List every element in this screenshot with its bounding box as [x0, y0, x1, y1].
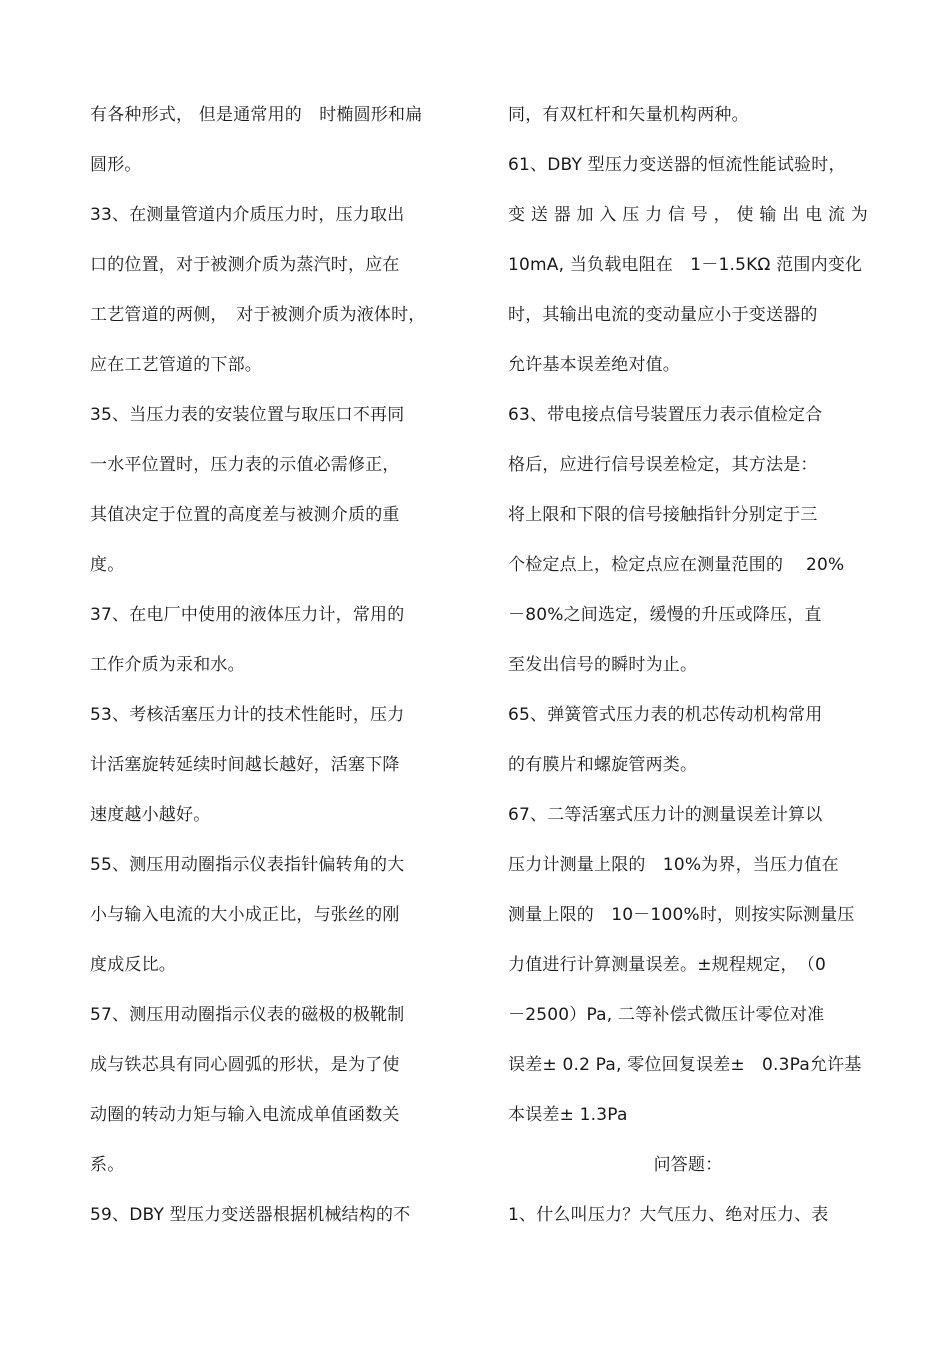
text-line: 口的位置，对于被测介质为蒸汽时，应在 — [90, 255, 400, 275]
text-line: 35、当压力表的安装位置与取压口不再同 — [90, 405, 405, 425]
text-line: 其值决定于位置的高度差与被测介质的重 — [90, 505, 400, 525]
text-line: 压力计测量上限的 10%为界，当压力值在 — [508, 855, 839, 875]
text-line: 至发出信号的瞬时为止。 — [508, 655, 698, 675]
text-line: 时，其输出电流的变动量应小于变送器的 — [508, 305, 818, 325]
text-line: 格后，应进行信号误差检定，其方法是： — [508, 455, 818, 475]
text-line: 57、测压用动圈指示仪表的磁极的极靴制 — [90, 1005, 405, 1025]
text-line: 1、什么叫压力？大气压力、绝对压力、表 — [508, 1205, 829, 1225]
text-line: 53、考核活塞压力计的技术性能时，压力 — [90, 705, 405, 725]
text-line: 一水平位置时，压力表的示值必需修正， — [90, 455, 400, 475]
text-line: 小与输入电流的大小成正比，与张丝的刚 — [90, 905, 400, 925]
text-line: 67、二等活塞式压力计的测量误差计算以 — [508, 805, 823, 825]
text-line: 有各种形式， 但是通常用的 时椭圆形和扁 — [90, 105, 423, 125]
text-line: 成与铁芯具有同心圆弧的形状，是为了使 — [90, 1055, 400, 1075]
text-line: －2500）Pa, 二等补偿式微压计零位对准 — [508, 1005, 825, 1025]
text-line: 59、DBY 型压力变送器根据机械结构的不 — [90, 1205, 411, 1225]
text-line: 度成反比。 — [90, 955, 176, 975]
text-line: 应在工艺管道的下部。 — [90, 355, 262, 375]
text-line: 61、DBY 型压力变送器的恒流性能试验时， — [508, 155, 846, 175]
text-line: 的有膜片和螺旋管两类。 — [508, 755, 698, 775]
text-line: 度。 — [90, 555, 125, 575]
section-heading: 问答题： — [653, 1155, 723, 1175]
text-line: 圆形。 — [90, 155, 142, 175]
text-line: 个检定点上，检定点应在测量范围的 20% — [508, 555, 845, 575]
text-line: 33、在测量管道内介质压力时，压力取出 — [90, 205, 405, 225]
text-line: 力值进行计算测量误差。±规程规定， （0 — [508, 955, 827, 975]
text-line: 63、带电接点信号装置压力表示值检定合 — [508, 405, 823, 425]
right-column — [508, 94, 868, 1244]
text-line: 速度越小越好。 — [90, 805, 211, 825]
text-line: 测量上限的 10－100%时，则按实际测量压 — [508, 905, 855, 925]
left-column — [90, 94, 460, 1244]
text-line: 65、弹簧管式压力表的机芯传动机构常用 — [508, 705, 823, 725]
text-line: 10mA, 当负载电阻在 1－1.5KΩ 范围内变化 — [508, 255, 863, 275]
text-line: 本误差± 1.3Pa — [508, 1105, 628, 1125]
text-line: 同，有双杠杆和矢量机构两种。 — [508, 105, 749, 125]
text-line: 计活塞旋转延续时间越长越好，活塞下降 — [90, 755, 400, 775]
text-line: 将上限和下限的信号接触指针分别定于三 — [508, 505, 818, 525]
text-line: 动圈的转动力矩与输入电流成单值函数关 — [90, 1105, 400, 1125]
text-line: 工作介质为汞和水。 — [90, 655, 245, 675]
text-line: 37、在电厂中使用的液体压力计，常用的 — [90, 605, 405, 625]
text-line: 系。 — [90, 1155, 125, 1175]
text-line: 55、测压用动圈指示仪表指针偏转角的大 — [90, 855, 405, 875]
text-line: 变送器加入压力信号，使输出电流为 — [508, 205, 868, 225]
text-line: 工艺管道的两侧， 对于被测介质为液体时， — [90, 305, 426, 325]
text-line: 允许基本误差绝对值。 — [508, 355, 680, 375]
text-line: －80%之间选定，缓慢的升压或降压，直 — [508, 605, 822, 625]
text-line: 误差± 0.2 Pa, 零位回复误差± 0.3Pa允许基 — [508, 1055, 862, 1075]
